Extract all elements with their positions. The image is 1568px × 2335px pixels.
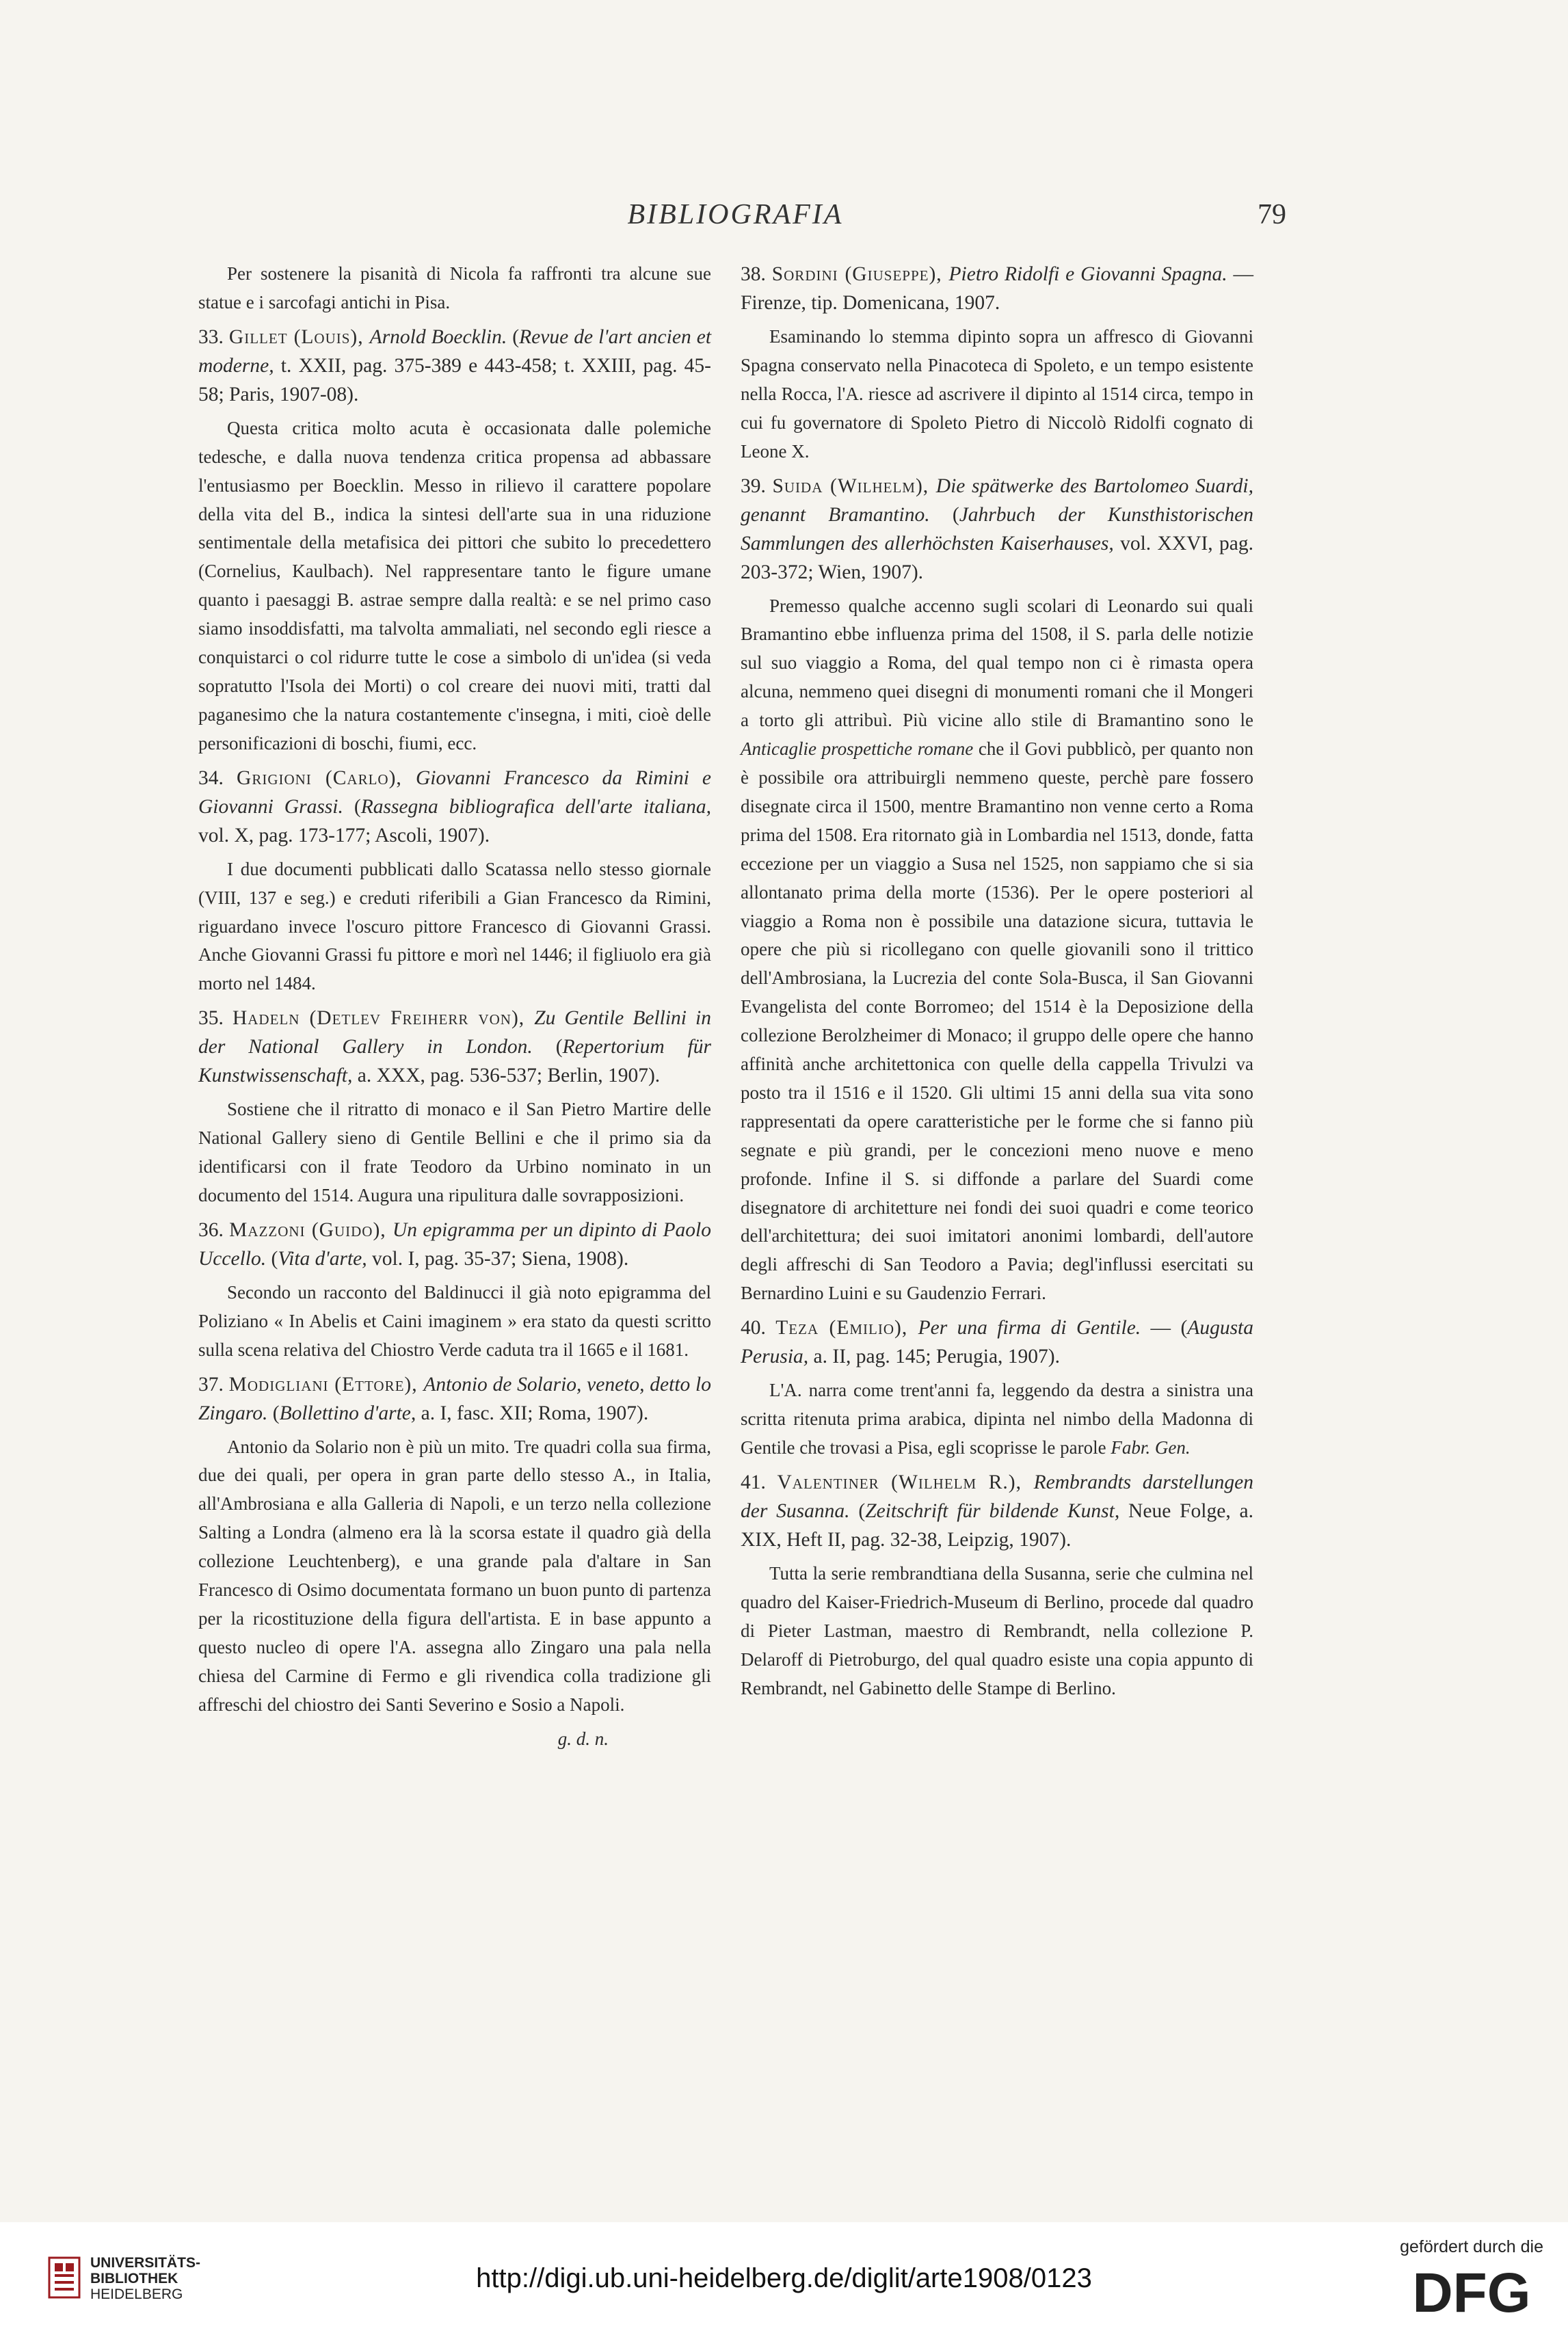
entry-title: Zu Gentile Bellini in der National Gallery in London. — [198, 1007, 711, 1058]
funder-label: gefördert durch die — [1400, 2237, 1543, 2256]
entry-journal: Rassegna bibliografica dell'arte italiana, — [360, 795, 712, 818]
page-number: 79 — [1258, 199, 1286, 230]
entry-author: Teza (Emilio), — [775, 1317, 918, 1339]
entry-40-review: L'A. narra come trent'anni fa, leggendo da destra a sinistra una scritta ritenuta prima arabica, dipinta nel nimbo della Madonna di Gentile che trovasi a Pisa, egli scoprisse le parole Fabr. Gen. — [741, 1380, 1253, 1458]
entry-title: Giovanni Francesco da Rimini e Giovanni Grassi. — [198, 766, 712, 818]
inscription-text: Fabr. Gen. — [1111, 1437, 1191, 1458]
entry-35-review: Sostiene che il ritratto di monaco e il San Pietro Martire delle National Gallery sieno di Gentile Bellini e che il primo sia da identificarsi con il frate Teodoro da Urbino nominato in un documento del 1514. Augura una ripulitura dalle sovrapposizioni. — [198, 1099, 711, 1205]
entry-journal: Augusta Perusia, — [741, 1317, 1253, 1368]
dfg-logo-icon — [1400, 2263, 1543, 2319]
entry-author: Modigliani (Ettore), — [228, 1373, 424, 1396]
cited-work-title: Anticaglie prospettiche romane — [741, 738, 974, 760]
entry-40-heading: 40. Teza (Emilio), Per una firma di Gentile. — (Augusta Perusia, a. II, pag. 145; Perugia, 1907). — [741, 1317, 1253, 1368]
entry-journal: Revue de l'art ancien et moderne, — [198, 325, 712, 377]
entry-38-heading: 38. Sordini (Giuseppe), Pietro Ridolfi e Giovanni Spagna. — Firenze, tip. Domenicana, 1907. — [741, 263, 1254, 314]
entry-38-review: Esaminando lo stemma dipinto sopra un affresco di Giovanni Spagna conservato nella Pinacoteca di Spoleto, e un tempo esistente nella Rocca, l'A. riesce ad ascrivere il dipinto al 1514 circa, tempo in cui fu governatore di Spoleto Pietro di Niccolò Ridolfi cognato di Leone X. — [741, 326, 1253, 462]
entry-37-heading: 37. Modigliani (Ettore), Antonio de Solario, veneto, detto lo Zingaro. (Bollettino d'arte, a. I, fasc. XII; Roma, 1907). — [198, 1373, 711, 1424]
entry-33-review: Questa critica molto acuta è occasionata dalle polemiche tedesche, e dalla nuova tendenza critica propensa ad abbassare l'entusiasmo per Boecklin. Messo in rilievo il carattere popolare della vita del B., indica la sintesi dell'arte sua in una riduzione sentimentale della metafisica dei pittori che subito lo precedettero (Cornelius, Kaulbach). Nel rappresentare tanto le figure umane quanto i paesaggi B. astrae sempre dalla realtà: e se nel primo caso siamo insoddisfatti, ma talvolta ammaliati, nel secondo egli riesce a conquistarci o col ridurre tutte le cose a simbolo di un'idea (si veda sopratutto l'Isola dei Morti) o col creare dei nuovi miti, tratti dal paganesimo che la natura costantemente c'insegna, i miti, cioè delle personificazioni di boschi, fiumi, ecc. — [198, 417, 711, 753]
funder-credit — [1400, 2237, 1543, 2322]
entry-author: Mazzoni (Guido), — [229, 1218, 393, 1241]
entry-title: Die spätwerke des Bartolomeo Suardi, genannt Bramantino. — [741, 475, 1253, 526]
entry-author: Valentiner (Wilhelm R.), — [777, 1471, 1034, 1493]
dfg-logo-text: DFG — [1412, 2263, 1531, 2319]
continued-paragraph: Per sostenere la pisanità di Nicola fa raffronti tra alcune sue statue e i sarcofagi antichi in Pisa. — [198, 263, 711, 312]
entry-39-heading: 39. Suida (Wilhelm), Die spätwerke des Bartolomeo Suardi, genannt Bramantino. (Jahrbuch der Kunsthistorischen Sammlungen des allerhöchsten Kaiserhauses, vol. XXVI, pag. 203-372; Wien, 1907). — [741, 475, 1253, 583]
entry-title: Antonio de Solario, veneto, detto lo Zingaro. — [198, 1373, 711, 1424]
entry-34-review: I due documenti pubblicati dallo Scatassa nello stesso giornale (VIII, 137 e seg.) e creduti riferibili a Gian Francesco da Rimini, riguardano invece l'oscuro pittore Francesco di Giovanni Grassi. Anche Giovanni Grassi fu pittore e morì nel 1446; il figliuolo era già morto nel 1484. — [198, 858, 711, 994]
entry-36-heading: 36. Mazzoni (Guido), Un epigramma per un dipinto di Paolo Uccello. (Vita d'arte, vol. I, pag. 35-37; Siena, 1908). — [198, 1218, 711, 1270]
entry-36-review: Secondo un racconto del Baldinucci il già noto epigramma del Poliziano « In Abelis et Caini imaginem » era stato da questi scritto sulla scena relativa del Chiostro Verde caduta tra il 1665 e il 1681. — [198, 1281, 711, 1360]
entry-journal: Zeitschrift für bildende Kunst, — [865, 1499, 1120, 1522]
entry-33-heading: 33. Gillet (Louis), Arnold Boecklin. (Revue de l'art ancien et moderne, t. XXII, pag. 375-389 e 443-458; t. XXIII, pag. 45-58; Paris, 1907-08). — [198, 325, 712, 405]
entry-author: Grigioni (Carlo), — [237, 766, 416, 789]
right-column — [741, 260, 1253, 1708]
entry-title: Pietro Ridolfi e Giovanni Spagna. — [948, 263, 1227, 285]
entry-title: Rembrandts darstellungen der Susanna. — [741, 1471, 1253, 1522]
left-column — [198, 260, 711, 1759]
running-title: BIBLIOGRAFIA — [627, 199, 844, 230]
permalink-url[interactable]: http://digi.ub.uni-heidelberg.de/diglit/arte1908/0123 — [476, 2263, 1092, 2293]
entry-39-review: Premesso qualche accenno sugli scolari di Leonardo sui quali Bramantino ebbe influenza prima del 1508, il S. parla delle notizie sul suo viaggio a Roma, del qual tempo non ci è rimasta opera alcuna, nemmeno quei disegni di monumenti romani che il Mongeri a torto gli attribuì. Più vicine allo stile di Bramantino sono le Anticaglie prospettiche romane che il Govi pubblicò, per quanto non è possibile ora attribuirgli nemmeno queste, perchè pare fossero disegnate circa il 1500, mentre Bramantino non venne certo a Roma prima del 1508. Era ritornato già in Lombardia nel 1513, donde, fatta eccezione per un viaggio a Susa nel 1525, non sappiamo che si sia allontanato prima della morte (1536). Per le opere posteriori al viaggio a Roma non è possibile una datazione sicura, tuttavia le opere che più si ricollegano con quelle giovanili sono il trittico dell'Ambrosiana, la Lucrezia del conte Sola-Busca, il San Giovanni Evangelista del conte Borromeo; del 1514 è la Deposizione della collezione Berolzheimer di Monaco; il gruppo delle opere che hanno affinità anche architettonica con quelle della cappella Trivulzi va posto tra il 1516 e il 1520. Gli ultimi 15 anni della sua vita sono rappresentati da opere caratteristiche per le forme che si fanno più segnate e più grandi, per le concezioni meno nuove e meno profonde. Infine il S. si diffonde a parlare del Suardi come disegnatore di architetture nei fondi dei suoi quadri e come teorico dell'architettura; dei suoi imitatori anonimi lombardi, dell'autore degli affreschi di San Teodoro a Pavia; degl'influssi esercitati su Bernardino Luini e su Gaudenzio Ferrari. — [741, 595, 1253, 1304]
entry-author: Hadeln (Detlev Freiherr von), — [232, 1007, 535, 1030]
entry-author: Sordini (Giuseppe), — [771, 263, 949, 285]
running-header — [185, 198, 1286, 239]
entry-title: Arnold Boecklin. — [369, 325, 507, 348]
entry-41-review: Tutta la serie rembrandtiana della Susanna, serie che culmina nel quadro del Kaiser-Friedrich-Museum di Berlino, procede dal quadro di Pieter Lastman, maestro di Rembrandt, nella collezione P. Delaroff di Pietroburgo, del qual quadro esiste una copia appunto di Rembrandt, nel Gabinetto delle Stampe di Berlino. — [741, 1562, 1253, 1698]
entry-35-heading: 35. Hadeln (Detlev Freiherr von), Zu Gentile Bellini in der National Gallery in London. (Repertorium für Kunstwissenschaft, a. XXX, pag. 536-537; Berlin, 1907). — [198, 1007, 711, 1087]
entry-journal: Bollettino d'arte, — [279, 1402, 416, 1424]
library-name: UNIVERSITÄTS- BIBLIOTHEK HEIDELBERG — [90, 2255, 201, 2302]
entry-34-heading: 34. Grigioni (Carlo), Giovanni Francesco da Rimini e Giovanni Grassi. (Rassegna bibliografica dell'arte italiana, vol. X, pag. 173-177; Ascoli, 1907). — [198, 766, 712, 846]
entry-41-heading: 41. Valentiner (Wilhelm R.), Rembrandts darstellungen der Susanna. (Zeitschrift für bildende Kunst, Neue Folge, a. XIX, Heft II, pag. 32-38, Leipzig, 1907). — [741, 1471, 1254, 1551]
entry-author: Suida (Wilhelm), — [772, 475, 936, 497]
entry-37-review: Antonio da Solario non è più un mito. Tre quadri colla sua firma, due dei quali, per opera in gran parte dello stesso A., in Italia, all'Ambrosiana e alla Galleria di Napoli, e un terzo nella collezione Salting a Londra (almeno era là la scorsa estate il quadro già della collezione Leuchtenberg), e una grande pala d'altare in San Francesco di Osimo documentata formano un buon punto di partenza per la ricostituzione della figura dell'artista. E in base appunto a questo nucleo di opere l'A. assegna allo Zingaro una pala nella chiesa del Carmine di Fermo e gli rivendica colla tradizione gli affreschi del chiostro dei Santi Severino e Sosio a Napoli. — [198, 1436, 711, 1715]
entry-journal: Repertorium für Kunstwissenschaft, — [198, 1036, 711, 1087]
entry-title: Un epigramma per un dipinto di Paolo Uccello. — [198, 1218, 711, 1270]
entry-title: Per una firma di Gentile. — [918, 1317, 1141, 1339]
digitization-footer — [0, 2222, 1568, 2335]
entry-author: Gillet (Louis), — [228, 325, 370, 348]
entry-journal: Vita d'arte, — [278, 1247, 367, 1270]
reviewer-initials: g. d. n. — [557, 1728, 609, 1749]
entry-journal: Jahrbuch der Kunsthistorischen Sammlungen des allerhöchsten Kaiserhauses, — [741, 503, 1253, 555]
